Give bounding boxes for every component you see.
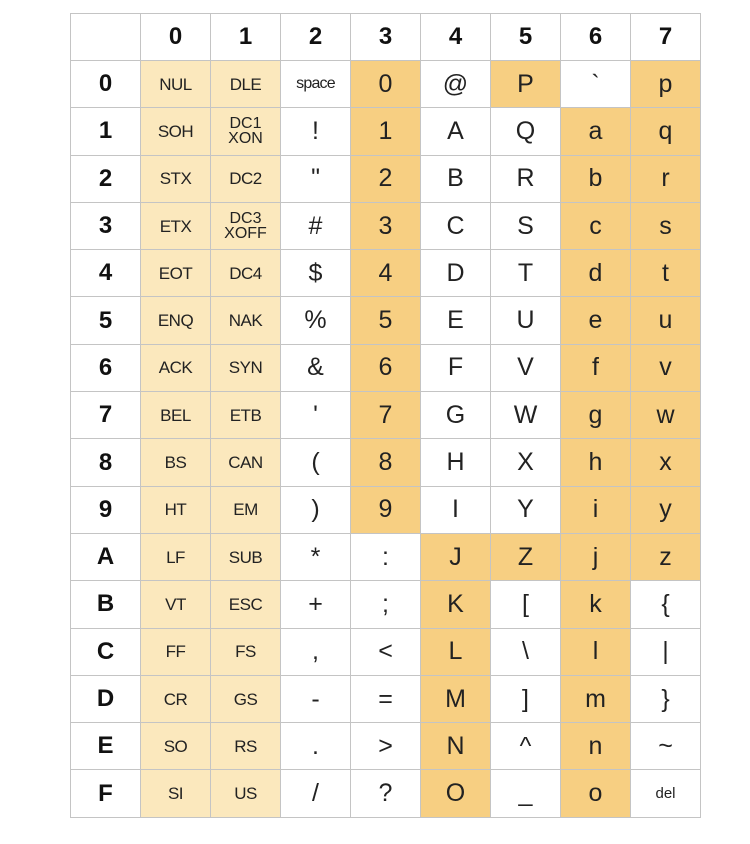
char-cell: h: [561, 439, 631, 486]
char-cell: SO: [141, 723, 211, 770]
char-cell: v: [631, 344, 701, 391]
table-row: [71, 344, 701, 391]
char-cell: ,: [281, 628, 351, 675]
char-cell: 5: [351, 297, 421, 344]
ascii-table-body: [71, 14, 701, 818]
table-row: [71, 250, 701, 297]
table-row: [71, 770, 701, 817]
char-cell: @: [421, 61, 491, 108]
char-cell: DC4: [211, 250, 281, 297]
char-cell: j: [561, 533, 631, 580]
char-cell: o: [561, 770, 631, 817]
table-row: [71, 61, 701, 108]
char-cell: VT: [141, 581, 211, 628]
char-cell: Y: [491, 486, 561, 533]
char-cell: STX: [141, 155, 211, 202]
table-row: [71, 439, 701, 486]
column-header-1: 1: [211, 14, 281, 61]
row-header-3: 3: [71, 202, 141, 249]
char-cell: B: [421, 155, 491, 202]
char-cell: [: [491, 581, 561, 628]
char-cell: S: [491, 202, 561, 249]
char-cell: D: [421, 250, 491, 297]
char-cell: P: [491, 61, 561, 108]
row-header-6: 6: [71, 344, 141, 391]
char-cell: ?: [351, 770, 421, 817]
char-cell: l: [561, 628, 631, 675]
char-cell: 1: [351, 108, 421, 155]
char-cell: A: [421, 108, 491, 155]
char-cell: LF: [141, 533, 211, 580]
table-row: [71, 581, 701, 628]
column-header-5: 5: [491, 14, 561, 61]
char-cell: !: [281, 108, 351, 155]
char-cell: DC3 XOFF: [211, 202, 281, 249]
table-row: [71, 533, 701, 580]
char-cell: DLE: [211, 61, 281, 108]
char-cell: =: [351, 675, 421, 722]
row-header-8: 8: [71, 439, 141, 486]
table-row: [71, 723, 701, 770]
char-cell: $: [281, 250, 351, 297]
char-cell: s: [631, 202, 701, 249]
char-cell: x: [631, 439, 701, 486]
char-cell: m: [561, 675, 631, 722]
table-row: [71, 297, 701, 344]
char-cell: SYN: [211, 344, 281, 391]
char-cell: +: [281, 581, 351, 628]
char-cell: a: [561, 108, 631, 155]
char-cell: p: [631, 61, 701, 108]
char-cell: t: [631, 250, 701, 297]
char-cell: BS: [141, 439, 211, 486]
char-cell: ): [281, 486, 351, 533]
char-cell: ': [281, 392, 351, 439]
char-cell: HT: [141, 486, 211, 533]
char-cell: *: [281, 533, 351, 580]
char-cell: %: [281, 297, 351, 344]
column-header-2: 2: [281, 14, 351, 61]
char-cell: ETB: [211, 392, 281, 439]
char-cell: I: [421, 486, 491, 533]
row-header-e: E: [71, 723, 141, 770]
char-cell: 7: [351, 392, 421, 439]
char-cell: >: [351, 723, 421, 770]
char-cell: ESC: [211, 581, 281, 628]
char-cell: SI: [141, 770, 211, 817]
char-cell: DC2: [211, 155, 281, 202]
char-cell: K: [421, 581, 491, 628]
char-cell: 9: [351, 486, 421, 533]
table-row: [71, 108, 701, 155]
char-cell: u: [631, 297, 701, 344]
char-cell: f: [561, 344, 631, 391]
char-cell: /: [281, 770, 351, 817]
table-row: [71, 675, 701, 722]
char-cell: ": [281, 155, 351, 202]
row-header-d: D: [71, 675, 141, 722]
char-cell: ]: [491, 675, 561, 722]
char-cell: b: [561, 155, 631, 202]
char-cell: N: [421, 723, 491, 770]
char-cell: 3: [351, 202, 421, 249]
row-header-a: A: [71, 533, 141, 580]
char-cell: Z: [491, 533, 561, 580]
char-cell: e: [561, 297, 631, 344]
char-cell: US: [211, 770, 281, 817]
char-cell: ;: [351, 581, 421, 628]
char-cell: DC1 XON: [211, 108, 281, 155]
char-cell: O: [421, 770, 491, 817]
char-cell: RS: [211, 723, 281, 770]
table-row: [71, 392, 701, 439]
row-header-b: B: [71, 581, 141, 628]
column-header-0: 0: [141, 14, 211, 61]
char-cell: \: [491, 628, 561, 675]
column-header-6: 6: [561, 14, 631, 61]
char-cell: Q: [491, 108, 561, 155]
table-row: [71, 628, 701, 675]
char-cell: space: [281, 61, 351, 108]
row-header-1: 1: [71, 108, 141, 155]
char-cell: n: [561, 723, 631, 770]
char-cell: (: [281, 439, 351, 486]
column-header-3: 3: [351, 14, 421, 61]
char-cell: 6: [351, 344, 421, 391]
char-cell: |: [631, 628, 701, 675]
char-cell: SUB: [211, 533, 281, 580]
char-cell: r: [631, 155, 701, 202]
row-header-c: C: [71, 628, 141, 675]
ascii-table: [70, 13, 701, 818]
char-cell: _: [491, 770, 561, 817]
char-cell: J: [421, 533, 491, 580]
char-cell: {: [631, 581, 701, 628]
char-cell: ETX: [141, 202, 211, 249]
char-cell: -: [281, 675, 351, 722]
column-header-4: 4: [421, 14, 491, 61]
table-row: [71, 202, 701, 249]
char-cell: F: [421, 344, 491, 391]
char-cell: T: [491, 250, 561, 297]
row-header-0: 0: [71, 61, 141, 108]
char-cell: FS: [211, 628, 281, 675]
char-cell: BEL: [141, 392, 211, 439]
char-cell: R: [491, 155, 561, 202]
char-cell: U: [491, 297, 561, 344]
char-cell: }: [631, 675, 701, 722]
char-cell: #: [281, 202, 351, 249]
char-cell: V: [491, 344, 561, 391]
char-cell: E: [421, 297, 491, 344]
char-cell: z: [631, 533, 701, 580]
corner-cell: [71, 14, 141, 61]
char-cell: g: [561, 392, 631, 439]
char-cell: 2: [351, 155, 421, 202]
row-header-f: F: [71, 770, 141, 817]
char-cell: ENQ: [141, 297, 211, 344]
char-cell: M: [421, 675, 491, 722]
row-header-9: 9: [71, 486, 141, 533]
char-cell: d: [561, 250, 631, 297]
row-header-4: 4: [71, 250, 141, 297]
char-cell: GS: [211, 675, 281, 722]
char-cell: i: [561, 486, 631, 533]
char-cell: EOT: [141, 250, 211, 297]
char-cell: NAK: [211, 297, 281, 344]
char-cell: &: [281, 344, 351, 391]
char-cell: CAN: [211, 439, 281, 486]
char-cell: ^: [491, 723, 561, 770]
char-cell: 8: [351, 439, 421, 486]
char-cell: ~: [631, 723, 701, 770]
char-cell: ACK: [141, 344, 211, 391]
char-cell: w: [631, 392, 701, 439]
char-cell: 4: [351, 250, 421, 297]
char-cell: k: [561, 581, 631, 628]
row-header-2: 2: [71, 155, 141, 202]
char-cell: 0: [351, 61, 421, 108]
column-header-row: [71, 14, 701, 61]
char-cell: X: [491, 439, 561, 486]
char-cell: W: [491, 392, 561, 439]
char-cell: :: [351, 533, 421, 580]
char-cell: G: [421, 392, 491, 439]
char-cell: FF: [141, 628, 211, 675]
char-cell: q: [631, 108, 701, 155]
row-header-5: 5: [71, 297, 141, 344]
char-cell: `: [561, 61, 631, 108]
char-cell: .: [281, 723, 351, 770]
char-cell: SOH: [141, 108, 211, 155]
char-cell: c: [561, 202, 631, 249]
char-cell: H: [421, 439, 491, 486]
table-row: [71, 155, 701, 202]
row-header-7: 7: [71, 392, 141, 439]
char-cell: del: [631, 770, 701, 817]
char-cell: EM: [211, 486, 281, 533]
char-cell: y: [631, 486, 701, 533]
char-cell: L: [421, 628, 491, 675]
char-cell: <: [351, 628, 421, 675]
char-cell: C: [421, 202, 491, 249]
table-row: [71, 486, 701, 533]
char-cell: CR: [141, 675, 211, 722]
char-cell: NUL: [141, 61, 211, 108]
column-header-7: 7: [631, 14, 701, 61]
